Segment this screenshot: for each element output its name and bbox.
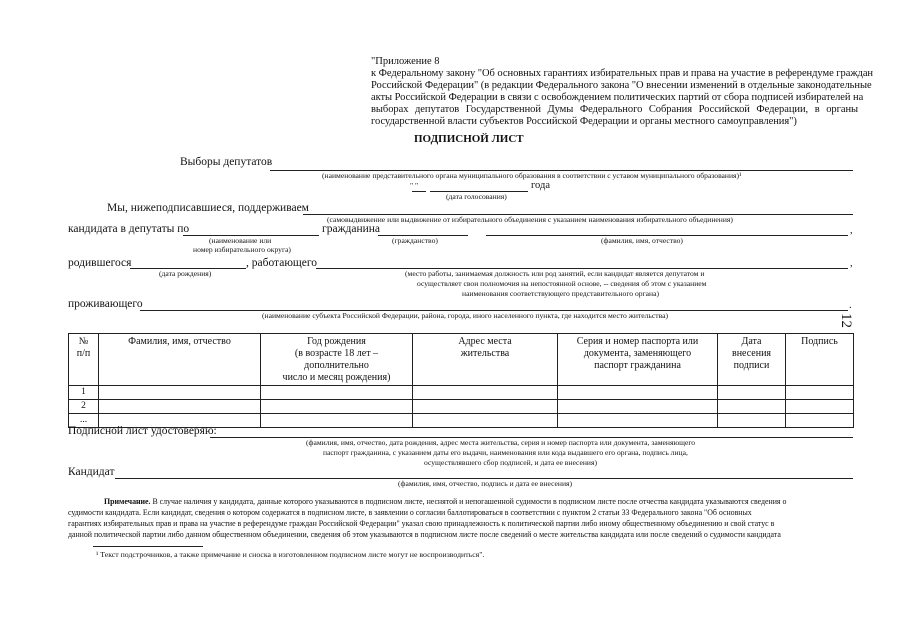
header-number: № п/п — [69, 334, 99, 386]
appendix-line-3: Российской Федерации" (в редакции Федерального закона "О внесении изменений в отдельные законодательные — [371, 80, 872, 91]
page-title: ПОДПИСНОЙ ЛИСТ — [414, 133, 524, 145]
certify-label: Подписной лист удостоверяю: — [68, 425, 217, 437]
work-hint-2: осуществляет свои полномочия на непостоянной основе, -- сведения об этом с указанием — [417, 279, 707, 288]
work-hint-3: наименования соответствующего представительного органа) — [462, 289, 659, 298]
header-signature-date: Дата внесения подписи — [718, 334, 786, 386]
cell-full-name[interactable] — [99, 386, 261, 400]
row-number: ... — [69, 414, 99, 428]
appendix-line-5: выборах депутатов Государственной Думы Федерального Собрания Российской Федерации, в органы — [371, 104, 859, 115]
year-label: года — [531, 180, 550, 191]
work-hint-1: (место работы, занимаемая должность или род занятий, если кандидат является депутатом и — [405, 269, 705, 278]
cell-full-name[interactable] — [99, 400, 261, 414]
appendix-line-1: "Приложение 8 — [371, 56, 440, 67]
header-address: Адрес места жительства — [413, 334, 558, 386]
page-number: 12 — [838, 313, 854, 328]
note-text-1: В случае наличия у кандидата, данные которого указываются в подписном листе, неснятой и непогашенной судимости в подписном листе после отчества кандидата указываются сведения о — [150, 497, 787, 506]
table-row — [69, 400, 854, 414]
candidate-label: Кандидат — [68, 466, 115, 478]
appendix-line-2: к Федеральному закону "Об основных гарантиях избирательных прав и права на участие в референдуме граждан — [371, 68, 874, 79]
appendix-line-4: акты Российской Федерации в связи с освобождением политических партий от сбора подписей избирателей на — [371, 92, 864, 103]
note-line-4: данной политической партии либо данном общественном объединении, сведения об этом указываются в подписном листе после сведений о месте жительства кандидата или после сведений о судимости кандидата — [68, 530, 781, 539]
certify-hint-2: паспорт гражданина, с указанием даты его выдачи, наименования или кода выдавшего его органа, подпись лица, — [323, 448, 688, 457]
date-hint: (дата голосования) — [446, 192, 507, 201]
table-row — [69, 386, 854, 400]
cell-birth-year[interactable] — [261, 386, 413, 400]
district-hint-1: (наименование или — [209, 236, 272, 245]
cell-passport[interactable] — [558, 414, 718, 428]
cell-passport[interactable] — [558, 386, 718, 400]
residence-label: проживающего — [68, 298, 143, 310]
cell-address[interactable] — [413, 414, 558, 428]
header-signature: Подпись — [786, 334, 854, 386]
citizenship-hint: (гражданство) — [392, 236, 438, 245]
signatures-table — [68, 333, 854, 428]
row-number: 2 — [69, 400, 99, 414]
born-comma: , — [850, 258, 853, 269]
cell-signature-date[interactable] — [718, 414, 786, 428]
cell-birth-year[interactable] — [261, 400, 413, 414]
support-label: Мы, нижеподписавшиеся, поддерживаем — [107, 202, 309, 214]
date-day-line[interactable] — [412, 191, 426, 192]
support-hint: (самовыдвижение или выдвижение от избирательного объединения с указанием наименования избирательного объединения) — [327, 215, 733, 224]
header-passport: Серия и номер паспорта или документа, заменяющего паспорт гражданина — [558, 334, 718, 386]
candidate-comma: , — [850, 225, 853, 236]
date-quotes: " " — [410, 181, 419, 190]
certify-hint-1: (фамилия, имя, отчество, дата рождения, адрес места жительства, серия и номер паспорта или документа, заменяющего — [306, 438, 696, 447]
header-full-name: Фамилия, имя, отчество — [99, 334, 261, 386]
certify-hint-3: осуществлявшего сбор подписей, и дата ее внесения) — [424, 458, 597, 467]
cell-signature[interactable] — [786, 386, 854, 400]
cell-signature-date[interactable] — [718, 386, 786, 400]
note-label: Примечание. — [104, 497, 151, 506]
note-line-2: судимости кандидата. Если кандидат, сведения о котором содержатся в подписном листе, в заявлении о согласии баллотироваться в соответствии с пунктом 2 статьи 33 Федерального закона "Об основных — [68, 508, 752, 517]
cell-signature-date[interactable] — [718, 400, 786, 414]
cell-address[interactable] — [413, 386, 558, 400]
elections-label: Выборы депутатов — [180, 156, 273, 168]
note-line-1 — [68, 496, 786, 507]
cell-passport[interactable] — [558, 400, 718, 414]
born-label: родившегося — [68, 257, 132, 269]
note-line-3: гарантиях избирательных прав и права на участие в референдуме граждан Российской Федерации" указал свою принадлежность к политической партии либо иному общественному объединению и свой статус в — [68, 519, 775, 528]
row-number: 1 — [69, 386, 99, 400]
residence-dot: . — [849, 300, 852, 311]
footnote-separator — [93, 546, 203, 547]
candidate-hint: (фамилия, имя, отчество, подпись и дата ее внесения) — [398, 479, 573, 488]
citizen-label: гражданина — [322, 223, 381, 235]
name-hint: (фамилия, имя, отчество) — [601, 236, 683, 245]
candidate-district-label: кандидата в депутаты по — [68, 223, 190, 235]
residence-hint: (наименование субъекта Российской Федерации, района, города, иного населенного пункта, где находится место жительства) — [262, 311, 668, 320]
cell-signature[interactable] — [786, 400, 854, 414]
district-hint-2: номер избирательного округа) — [193, 245, 291, 254]
appendix-line-6: государственной власти субъектов Российской Федерации и органы местного самоуправления") — [371, 116, 797, 127]
footnote-text: ¹ Текст подстрочников, а также примечание и сноска в изготовленном подписном листе могут не воспроизводиться". — [96, 550, 485, 559]
header-birth-year: Год рождения (в возрасте 18 лет – дополнительно число и месяц рождения) — [261, 334, 413, 386]
cell-birth-year[interactable] — [261, 414, 413, 428]
birth-date-hint: (дата рождения) — [159, 269, 212, 278]
elections-hint: (наименование представительного органа муниципального образования в соответствии с уставом муниципального образования)¹ — [322, 171, 742, 180]
working-label: , работающего — [246, 257, 318, 269]
table-header-row — [69, 334, 854, 386]
cell-address[interactable] — [413, 400, 558, 414]
cell-signature[interactable] — [786, 414, 854, 428]
